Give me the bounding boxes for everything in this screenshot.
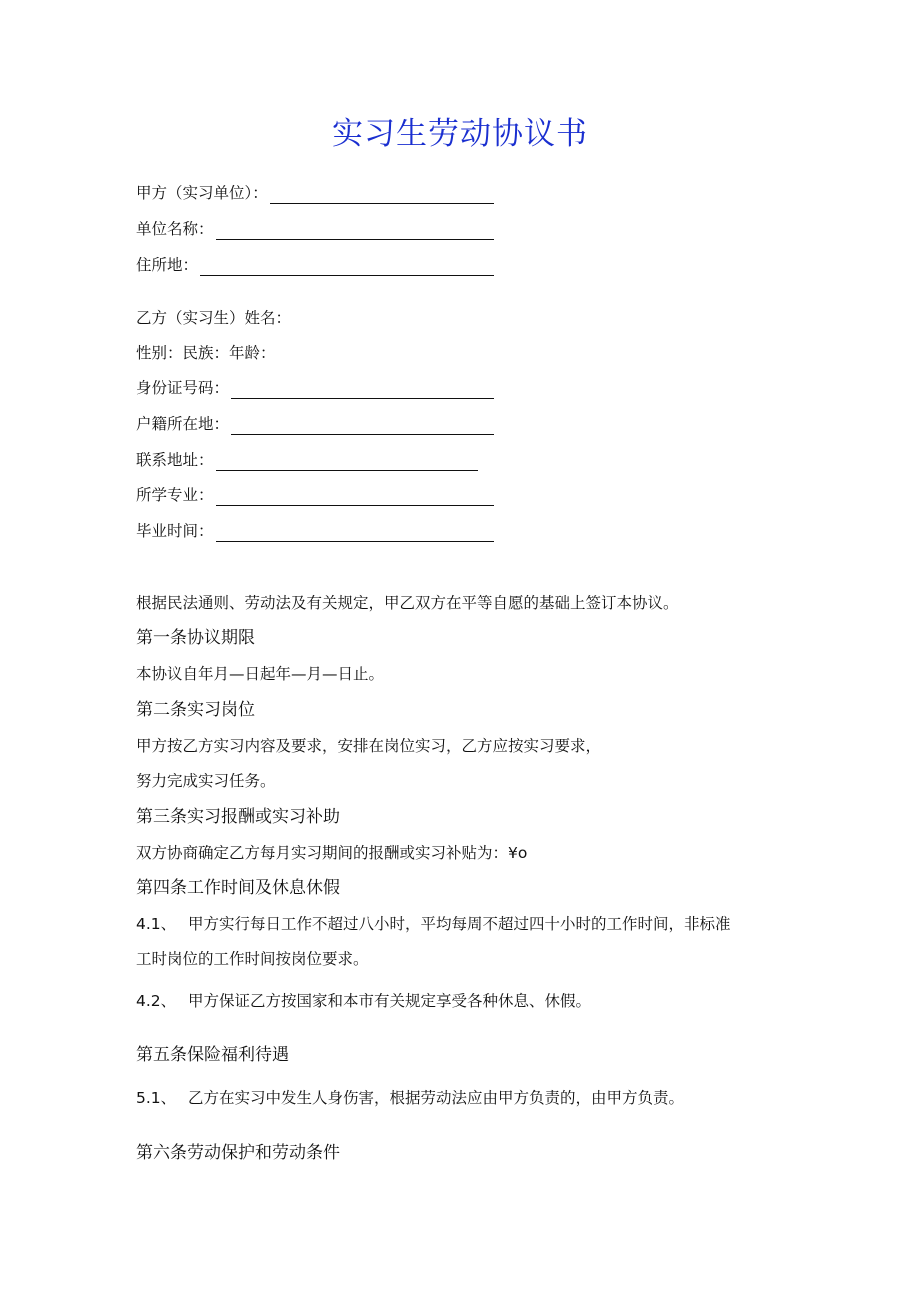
address-blank[interactable]: [200, 258, 494, 276]
article-4-clause-2: [136, 990, 591, 1012]
contact-address-blank[interactable]: [216, 453, 478, 471]
article-6-heading: 第六条劳动保护和劳动条件: [136, 1143, 340, 1163]
unit-name-blank[interactable]: [216, 222, 494, 240]
id-number-field: [136, 377, 494, 399]
party-a-label: 甲方（实习单位）：: [136, 184, 268, 202]
major-field: [136, 484, 494, 506]
graduation-blank[interactable]: [216, 524, 494, 542]
intro-paragraph: 根据民法通则、劳动法及有关规定，甲乙双方在平等自愿的基础上签订本协议。: [136, 594, 679, 612]
article-1-heading: 第一条协议期限: [136, 628, 255, 648]
id-number-label: 身份证号码：: [136, 379, 230, 397]
contact-address-label: 联系地址：: [136, 451, 214, 469]
party-a-blank[interactable]: [270, 186, 494, 204]
clause-number: 5.1、: [136, 1089, 177, 1107]
unit-name-label: 单位名称：: [136, 220, 214, 238]
article-2-heading: 第二条实习岗位: [136, 700, 255, 720]
clause-text: 甲方保证乙方按国家和本市有关规定享受各种休息、休假。: [188, 992, 592, 1010]
article-5-clause-1: [136, 1087, 684, 1109]
article-3-heading: 第三条实习报酬或实习补助: [136, 807, 340, 827]
address-label: 住所地：: [136, 256, 199, 274]
clause-text: 甲方实行每日工作不超过八小时，平均每周不超过四十小时的工作时间，非标准: [188, 915, 731, 933]
article-4-clause-1-continued: 工时岗位的工作时间按岗位要求。: [136, 950, 369, 968]
unit-name-field: [136, 218, 494, 240]
party-b-name-label: 乙方（实习生）姓名：: [136, 309, 292, 327]
clause-number: 4.2、: [136, 992, 177, 1010]
clause-number: 4.1、: [136, 915, 177, 933]
clause-text: 乙方在实习中发生人身伤害，根据劳动法应由甲方负责的，由甲方负责。: [188, 1089, 685, 1107]
article-2-line-1: 甲方按乙方实习内容及要求，安排在岗位实习，乙方应按实习要求，: [136, 737, 602, 755]
major-blank[interactable]: [216, 488, 494, 506]
hukou-blank[interactable]: [231, 417, 494, 435]
id-number-blank[interactable]: [231, 381, 494, 399]
article-4-heading: 第四条工作时间及休息休假: [136, 878, 340, 898]
hukou-field: [136, 413, 494, 435]
article-2-line-2: 努力完成实习任务。: [136, 772, 276, 790]
party-a-field: [136, 182, 494, 204]
hukou-label: 户籍所在地：: [136, 415, 230, 433]
contact-address-field: [136, 449, 478, 471]
gender-ethnicity-age-line: 性别：民族：年龄：: [136, 344, 276, 362]
graduation-label: 毕业时间：: [136, 522, 214, 540]
major-label: 所学专业：: [136, 486, 214, 504]
article-3-text: 双方协商确定乙方每月实习期间的报酬或实习补贴为：¥o: [136, 844, 528, 862]
graduation-field: [136, 520, 494, 542]
address-field: [136, 254, 494, 276]
article-5-heading: 第五条保险福利待遇: [136, 1045, 289, 1065]
article-4-clause-1: [136, 913, 731, 935]
document-title: 实习生劳动协议书: [332, 116, 588, 152]
article-1-text: 本协议自年月—日起年—月—日止。: [136, 665, 385, 683]
